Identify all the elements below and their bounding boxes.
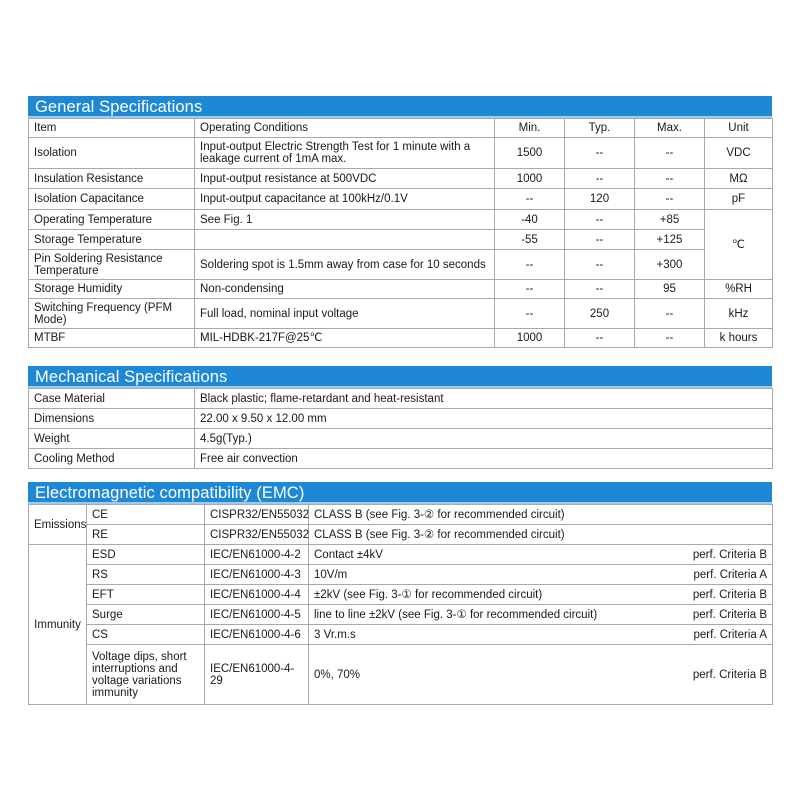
emc-title: Electromagnetic compatibility (EMC) xyxy=(28,482,772,504)
row-typ: -- xyxy=(565,138,635,169)
header-unit: Unit xyxy=(705,119,773,138)
row-condition: See Fig. 1 xyxy=(195,210,495,230)
general-specifications-title: General Specifications xyxy=(28,96,772,118)
row-standard: IEC/EN61000-4-5 xyxy=(205,605,309,625)
row-min: 1500 xyxy=(495,138,565,169)
row-criteria: perf. Criteria B xyxy=(692,608,767,621)
row-test: ESD xyxy=(87,545,205,565)
row-min: 1000 xyxy=(495,329,565,348)
emissions-label: Emissions xyxy=(29,505,87,545)
row-criteria: perf. Criteria B xyxy=(692,588,767,601)
table-row xyxy=(29,525,773,545)
row-description: CLASS B (see Fig. 3-② for recommended circuit) xyxy=(309,505,773,525)
table-row xyxy=(29,210,773,230)
row-description xyxy=(309,585,773,605)
row-typ: -- xyxy=(565,280,635,299)
row-standard: IEC/EN61000-4-4 xyxy=(205,585,309,605)
row-typ: 120 xyxy=(565,189,635,210)
mechanical-specifications-title: Mechanical Specifications xyxy=(28,366,772,388)
row-condition: Input-output resistance at 500VDC xyxy=(195,169,495,189)
row-condition: Contact ±4kV xyxy=(314,548,383,561)
general-specifications-table xyxy=(28,118,773,348)
table-row xyxy=(29,169,773,189)
row-description xyxy=(309,605,773,625)
row-max: -- xyxy=(635,189,705,210)
row-typ: -- xyxy=(565,169,635,189)
row-unit: MΩ xyxy=(705,169,773,189)
temperature-unit: ℃ xyxy=(705,210,773,280)
row-standard: IEC/EN61000-4-3 xyxy=(205,565,309,585)
row-condition: Non-condensing xyxy=(195,280,495,299)
mechanical-specifications-table xyxy=(28,388,773,469)
row-test: Surge xyxy=(87,605,205,625)
row-max: 95 xyxy=(635,280,705,299)
mechanical-specifications-section xyxy=(28,366,772,469)
row-test: Voltage dips, short interruptions and voltage variations immunity xyxy=(87,645,205,705)
row-condition: line to line ±2kV (see Fig. 3-① for recommended circuit) xyxy=(314,608,598,621)
row-min: -- xyxy=(495,250,565,280)
table-row xyxy=(29,505,773,525)
row-condition: Input-output Electric Strength Test for 1 minute with a leakage current of 1mA max. xyxy=(195,138,495,169)
row-description xyxy=(309,565,773,585)
row-item: Weight xyxy=(29,429,195,449)
row-test: RS xyxy=(87,565,205,585)
row-unit: VDC xyxy=(705,138,773,169)
row-typ: -- xyxy=(565,230,635,250)
row-typ: -- xyxy=(565,210,635,230)
header-item: Item xyxy=(29,119,195,138)
table-row xyxy=(29,389,773,409)
row-typ: 250 xyxy=(565,299,635,329)
row-min: 1000 xyxy=(495,169,565,189)
table-row xyxy=(29,429,773,449)
row-item: Storage Humidity xyxy=(29,280,195,299)
row-description xyxy=(309,545,773,565)
table-row xyxy=(29,585,773,605)
row-item: Isolation xyxy=(29,138,195,169)
emc-table xyxy=(28,504,773,705)
row-item: Switching Frequency (PFM Mode) xyxy=(29,299,195,329)
table-row xyxy=(29,189,773,210)
row-max: +85 xyxy=(635,210,705,230)
row-description: CLASS B (see Fig. 3-② for recommended circuit) xyxy=(309,525,773,545)
row-description xyxy=(309,645,773,705)
table-row xyxy=(29,645,773,705)
table-row xyxy=(29,230,773,250)
table-row xyxy=(29,605,773,625)
row-item: Cooling Method xyxy=(29,449,195,469)
table-row xyxy=(29,138,773,169)
row-min: -- xyxy=(495,280,565,299)
table-row xyxy=(29,449,773,469)
row-item: Pin Soldering Resistance Temperature xyxy=(29,250,195,280)
row-max: -- xyxy=(635,169,705,189)
row-test: RE xyxy=(87,525,205,545)
row-min: -- xyxy=(495,189,565,210)
table-row xyxy=(29,625,773,645)
row-unit: pF xyxy=(705,189,773,210)
row-standard: IEC/EN61000-4-6 xyxy=(205,625,309,645)
row-item: Operating Temperature xyxy=(29,210,195,230)
row-standard: IEC/EN61000-4-2 xyxy=(205,545,309,565)
row-condition: 3 Vr.m.s xyxy=(314,628,356,641)
row-standard: CISPR32/EN55032 xyxy=(205,525,309,545)
row-test: CS xyxy=(87,625,205,645)
row-max: -- xyxy=(635,299,705,329)
row-min: -55 xyxy=(495,230,565,250)
row-criteria: perf. Criteria A xyxy=(693,628,767,641)
row-test: CE xyxy=(87,505,205,525)
header-operating-conditions: Operating Conditions xyxy=(195,119,495,138)
table-row xyxy=(29,545,773,565)
header-typ: Typ. xyxy=(565,119,635,138)
row-min: -- xyxy=(495,299,565,329)
row-max: -- xyxy=(635,138,705,169)
row-criteria: perf. Criteria A xyxy=(693,568,767,581)
table-row xyxy=(29,329,773,348)
row-value: 4.5g(Typ.) xyxy=(195,429,773,449)
row-condition xyxy=(195,230,495,250)
emc-section xyxy=(28,482,772,705)
row-condition: Full load, nominal input voltage xyxy=(195,299,495,329)
row-item: Insulation Resistance xyxy=(29,169,195,189)
table-header-row xyxy=(29,119,773,138)
row-item: Case Material xyxy=(29,389,195,409)
table-row xyxy=(29,280,773,299)
row-value: Black plastic; flame-retardant and heat-resistant xyxy=(195,389,773,409)
row-value: Free air convection xyxy=(195,449,773,469)
table-row xyxy=(29,409,773,429)
row-condition: Input-output capacitance at 100kHz/0.1V xyxy=(195,189,495,210)
row-criteria: perf. Criteria B xyxy=(692,548,767,561)
row-item: Isolation Capacitance xyxy=(29,189,195,210)
row-unit: k hours xyxy=(705,329,773,348)
table-row xyxy=(29,250,773,280)
row-unit: %RH xyxy=(705,280,773,299)
row-description xyxy=(309,625,773,645)
general-specifications-section xyxy=(28,96,772,348)
table-row xyxy=(29,565,773,585)
row-condition: Soldering spot is 1.5mm away from case for 10 seconds xyxy=(195,250,495,280)
row-item: Dimensions xyxy=(29,409,195,429)
row-standard: CISPR32/EN55032 xyxy=(205,505,309,525)
row-condition: ±2kV (see Fig. 3-① for recommended circuit) xyxy=(314,588,543,601)
row-standard: IEC/EN61000-4-29 xyxy=(205,645,309,705)
immunity-label: Immunity xyxy=(29,545,87,705)
row-item: MTBF xyxy=(29,329,195,348)
row-test: EFT xyxy=(87,585,205,605)
row-condition: MIL-HDBK-217F@25℃ xyxy=(195,329,495,348)
row-min: -40 xyxy=(495,210,565,230)
row-max: -- xyxy=(635,329,705,348)
table-row xyxy=(29,299,773,329)
header-min: Min. xyxy=(495,119,565,138)
row-max: +125 xyxy=(635,230,705,250)
row-item: Storage Temperature xyxy=(29,230,195,250)
row-unit: kHz xyxy=(705,299,773,329)
header-max: Max. xyxy=(635,119,705,138)
row-max: +300 xyxy=(635,250,705,280)
row-criteria: perf. Criteria B xyxy=(692,668,767,681)
row-value: 22.00 x 9.50 x 12.00 mm xyxy=(195,409,773,429)
row-typ: -- xyxy=(565,329,635,348)
row-typ: -- xyxy=(565,250,635,280)
row-condition: 0%, 70% xyxy=(314,668,361,681)
row-condition: 10V/m xyxy=(314,568,348,581)
